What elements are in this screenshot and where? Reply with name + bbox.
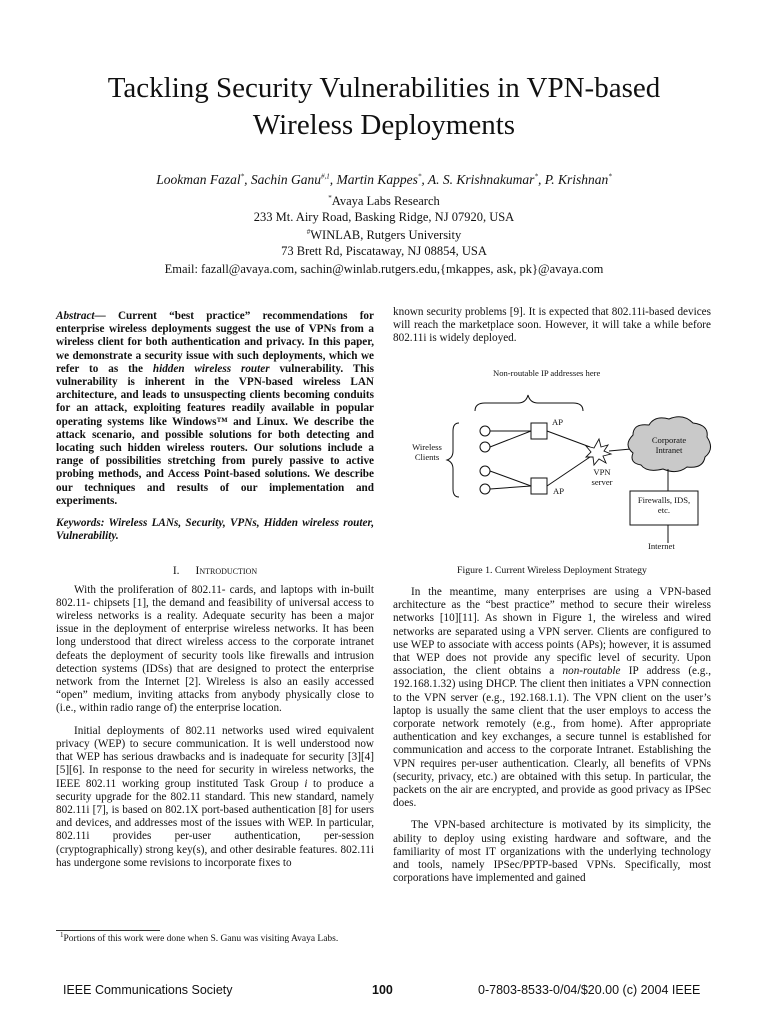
network-diagram [393, 365, 723, 565]
section-title: Introduction [195, 565, 258, 578]
paragraph-text-part: In the meantime, many enterprises are using a VPN-based architecture as the “best practice” method to secure their wireless networks [10][11]. As shown in Figure 1, the wireless and wired networks are separated using a VPN server. Clients are configured to use WEP to associate with access points (APs); however, it is assumed that WEP does not provide any specific level of security. Upon association, the client obtains a [393, 586, 711, 678]
author-name: A. S. Krishnakumar [427, 172, 535, 187]
label-nonroutable: Non-routable IP addresses here [493, 368, 601, 378]
section-number: I. [172, 565, 180, 578]
footnote-rule [56, 930, 160, 931]
affiliation-mark: # [306, 227, 311, 236]
author-name: Sachin Ganu [250, 172, 322, 187]
ap-box-top [531, 423, 547, 439]
title-line-2: Wireless Deployments [252, 109, 516, 141]
author-mark: * [608, 172, 612, 181]
abstract-text-part: — Current “best practice” recommendations for enterprise wireless deployments suggest the use of VPNs from a wireless client for both authentication and privacy. In this paper, we demonstrate a security issue with such deployments, which we refer to as the [56, 310, 374, 375]
author-mark: * [417, 172, 422, 181]
link [547, 431, 590, 447]
figure-1 [393, 365, 723, 580]
label-ap-top: AP [552, 417, 563, 427]
footnote-mark: 1 [60, 930, 64, 939]
author-mark: * [534, 172, 538, 181]
link [490, 471, 531, 486]
paragraph-emphasis: non-routable [562, 665, 621, 678]
abstract-emphasis: hidden wireless router [152, 362, 270, 375]
paragraph-emphasis: i [304, 777, 308, 790]
paragraph-text-part: Initial deployments of 802.11 networks used wired equivalent privacy (WEP) to secure communication. It is well understood now that WEP has serious drawbacks and is inadequate for security [3][4][5][6]. In response to the need for security in wireless networks, the IEEE 802.11 working group instituted Task Group [56, 724, 374, 790]
page-number: 100 [372, 983, 393, 997]
label-corporate-intranet: Corporate Intranet [651, 435, 687, 455]
label-ap-bottom: AP [553, 486, 564, 496]
label-firewalls: Firewalls, IDS, etc. [637, 495, 691, 515]
top-brace [475, 395, 583, 411]
abstract [56, 310, 374, 508]
intro-paragraph-2 [56, 725, 374, 870]
affiliation-org [40, 193, 728, 209]
left-column [56, 310, 374, 870]
right-paragraph-2: The VPN-based architecture is motivated by its simplicity, the ability to deploy using existing hardware and software, and the familiarity of most IT organizations with the underlying technology and tools, namely IPSec/PPTP-based VPNs. Specifically, most corporations have implemented and gained [393, 819, 711, 885]
affiliation-org-name: WINLAB, Rutgers University [310, 228, 462, 242]
section-heading [56, 565, 374, 578]
author-name: P. Krishnan [544, 172, 609, 187]
affiliation-org-name: Avaya Labs Research [331, 194, 440, 208]
link [490, 431, 531, 447]
client-node [480, 466, 490, 476]
right-column-lower [393, 586, 711, 885]
footer-society: IEEE Communications Society [63, 983, 233, 997]
affiliation-address: 73 Brett Rd, Piscataway, NJ 08854, USA [281, 244, 487, 258]
author-list: Lookman Fazal*, Sachin Ganu$^{\#,1}$, Martin Kappes*, A. S. Krishnakumar*, P. Krishnan* [156, 172, 612, 187]
vpn-server-icon [586, 439, 611, 465]
footnote [60, 930, 339, 944]
abstract-label: Abstract [56, 310, 95, 322]
affiliation-mark: * [328, 193, 332, 202]
label-vpn-server: VPN server [591, 467, 613, 487]
client-node [480, 484, 490, 494]
title-line-1: Tackling Security Vulnerabilities in VPN-based [107, 72, 661, 104]
figure-caption: Figure 1. Current Wireless Deployment Strategy [457, 565, 647, 576]
link [547, 457, 590, 486]
author-mark: * [240, 172, 245, 181]
author-name: Martin Kappes [336, 172, 418, 187]
right-column [393, 306, 711, 346]
paragraph-text-part: IP address (e.g., 192.168.1.32) using DHCP. The client then initiates a VPN connection to the VPN server (e.g., 192.168.1.1). The VPN client on the user’s laptop is usually the same client that the user employs to access the corporate network remotely (e.g., from home). After appropriate authentication and key exchanges, a secure tunnel is established for communication and access to the corporate Intranet. Establishing the VPN requires per-user authentication. Clearly, all benefits of VPNs (security, privacy, etc.) are obtained with this setup. In particular, the packets on the air are encrypted, and provide as good privacy as IPSec does. [393, 665, 711, 810]
label-internet: Internet [648, 541, 675, 551]
label-wireless-clients: Wireless Clients [412, 442, 442, 462]
affiliation-org [40, 227, 728, 243]
footnote-text: Portions of this work were done when S. Ganu was visiting Avaya Labs. [63, 934, 339, 944]
abstract-text-part: vulnerability. This vulnerability is inherent in the VPN-based wireless LAN architecture, and leads to unsuspecting clients becoming conduits for an attack, exploiting features readily available in popular operating systems like Windows™ and Linux. We describe the attack scenario, and possible solutions for both detecting and locating such hidden wireless routers. Our solutions include a range of possibilities stretching from purely passive to active probing methods, and Access Point-based solutions. We describe our techniques and results of our implementation and experiments. [56, 362, 374, 507]
client-node [480, 426, 490, 436]
right-paragraph-1 [393, 586, 711, 810]
footer-copyright: 0-7803-8533-0/04/$20.00 (c) 2004 IEEE [478, 983, 701, 997]
link [490, 486, 531, 489]
paragraph-text-part: to produce a security upgrade for the 802.11 standard. This new standard, namely 802.11i [7], is based on 802.1X port-based authentication [8] for users and devices, and addresses most of the issues with WEP. In particular, 802.11i provides per-user authentication, per-session (cryptographically) strong key(s), and other desirable features. 802.11i has undergone some revisions to incorporate fixes to [56, 777, 374, 869]
author-mark: #,1 [321, 172, 330, 181]
paper-title [60, 70, 708, 144]
intro-paragraph-1: With the proliferation of 802.11- cards, and laptops with in-built 802.11- chipsets [1], the demand and feasibility of universal access to wireless networks is a reality. Adequate security has been a major issue in the deployment of enterprise wireless networks. It has been long understood that direct wireless access to the corporate intranet defeats the deployment of security tools like firewalls and intrusion detection systems (IDSs) that are designed to protect the enterprise network from the Internet [2]. Wireless is also an easily accessed “open” medium, inviting attacks from anybody physically close to (i.e., within radio range of) the enterprise location. [56, 583, 374, 715]
right-paragraph-0: known security problems [9]. It is expected that 802.11i-based devices will reach the marketplace soon. However, it will take a while before 802.11i is widely deployed. [393, 306, 711, 345]
author-emails: Email: fazall@avaya.com, sachin@winlab.rutgers.edu,{mkappes, ask, pk}@avaya.com [164, 262, 604, 276]
ap-box-bottom [531, 478, 547, 494]
author-name: Lookman Fazal [156, 172, 241, 187]
abstract-text [56, 310, 374, 508]
affiliation-address: 233 Mt. Airy Road, Basking Ridge, NJ 07920, USA [253, 210, 515, 224]
affiliations [40, 193, 728, 277]
link [609, 449, 631, 451]
keywords: Keywords: Wireless LANs, Security, VPNs, Hidden wireless router, Vulnerability. [56, 517, 374, 543]
client-node [480, 442, 490, 452]
left-brace [447, 423, 459, 497]
